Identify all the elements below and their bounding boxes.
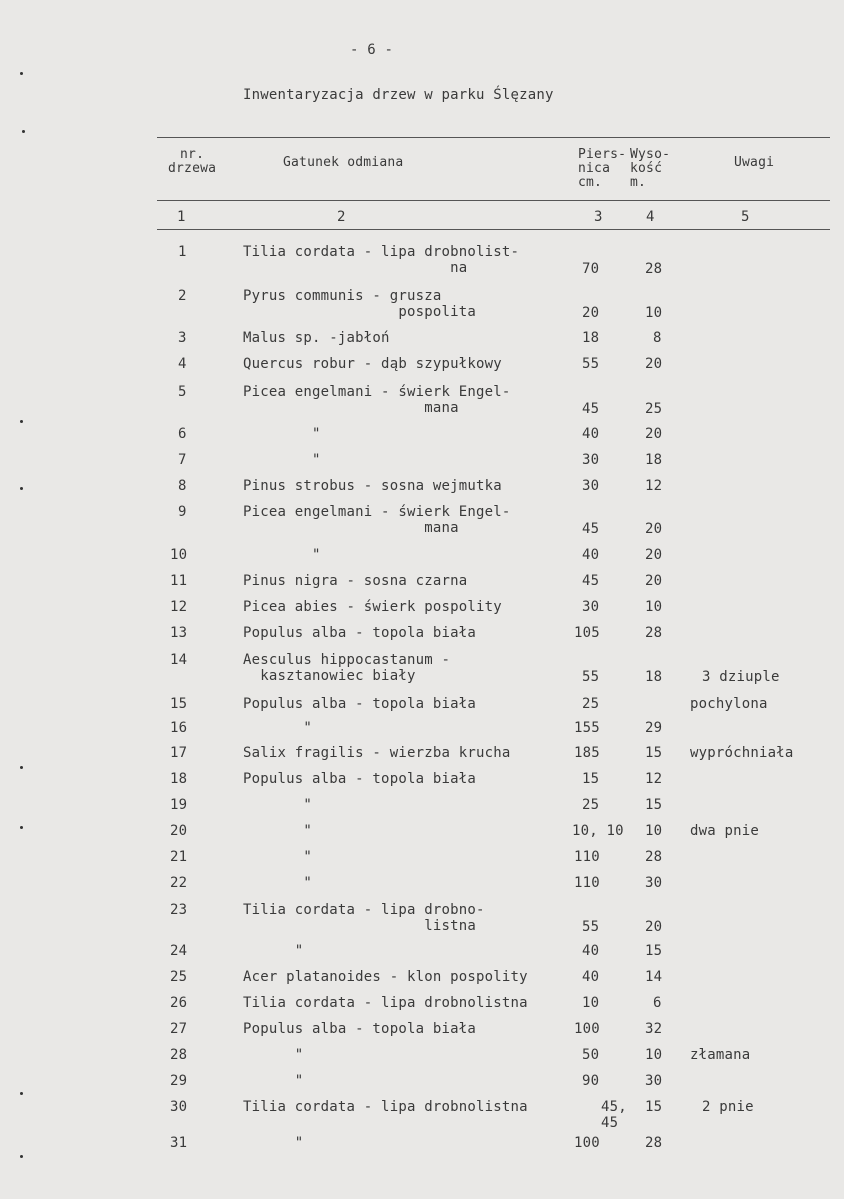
margin-dot [20, 766, 23, 769]
row-number: 30 [170, 1099, 188, 1115]
species-name: Pinus nigra - sosna czarna [243, 573, 468, 589]
species-name: " [243, 823, 313, 839]
page-number: - 6 - [350, 42, 394, 58]
height-value: 20 [645, 547, 663, 563]
height-value: 12 [645, 771, 663, 787]
remarks-text: 2 pnie [702, 1099, 754, 1115]
document-title: Inwentaryzacja drzew w parku Ślęzany [243, 87, 554, 103]
height-value: 20 [645, 573, 663, 589]
row-number: 20 [170, 823, 188, 839]
row-number: 28 [170, 1047, 188, 1063]
remarks-text: wypróchniała [690, 745, 794, 761]
species-name: Tilia cordata - lipa drobno- listna [243, 902, 485, 934]
diameter-value: 45 [582, 573, 600, 589]
species-name: Acer platanoides - klon pospolity [243, 969, 528, 985]
height-value: 15 [645, 745, 663, 761]
height-value: 29 [645, 720, 663, 736]
colnum-bottom-rule [157, 229, 830, 230]
diameter-value: 40 [582, 943, 600, 959]
col-number-3: 3 [594, 209, 603, 225]
height-value: 28 [645, 1135, 663, 1151]
row-number: 21 [170, 849, 188, 865]
diameter-value: 90 [582, 1073, 600, 1089]
row-number: 9 [178, 504, 187, 520]
species-name: " [243, 875, 313, 891]
row-number: 6 [178, 426, 187, 442]
diameter-value: 45 [582, 521, 600, 537]
height-value: 10 [645, 305, 663, 321]
height-value: 32 [645, 1021, 663, 1037]
row-number: 12 [170, 599, 188, 615]
remarks-text: pochylona [690, 696, 768, 712]
height-value: 18 [645, 669, 663, 685]
diameter-value: 155 [574, 720, 600, 736]
row-number: 10 [170, 547, 188, 563]
diameter-value: 110 [574, 849, 600, 865]
diameter-value: 55 [582, 919, 600, 935]
row-number: 22 [170, 875, 188, 891]
diameter-value: 110 [574, 875, 600, 891]
height-value: 15 [645, 1099, 663, 1115]
row-number: 24 [170, 943, 188, 959]
col-number-5: 5 [741, 209, 750, 225]
species-name: " [243, 1047, 304, 1063]
species-name: Populus alba - topola biała [243, 696, 476, 712]
height-value: 10 [645, 1047, 663, 1063]
header-gatunek: Gatunek odmiana [283, 155, 404, 170]
height-value: 30 [645, 875, 663, 891]
height-value: 10 [645, 599, 663, 615]
row-number: 25 [170, 969, 188, 985]
diameter-value: 185 [574, 745, 600, 761]
species-name: " [243, 1135, 304, 1151]
species-name: Pyrus communis - grusza pospolita [243, 288, 476, 320]
header-piersnica: Piers- nica cm. [578, 147, 627, 190]
col-number-4: 4 [646, 209, 655, 225]
row-number: 16 [170, 720, 188, 736]
species-name: Quercus robur - dąb szypułkowy [243, 356, 502, 372]
diameter-value: 25 [582, 696, 600, 712]
height-value: 15 [645, 943, 663, 959]
row-number: 17 [170, 745, 188, 761]
row-number: 3 [178, 330, 187, 346]
species-name: Salix fragilis - wierzba krucha [243, 745, 511, 761]
row-number: 19 [170, 797, 188, 813]
diameter-value: 15 [582, 771, 600, 787]
diameter-value: 18 [582, 330, 600, 346]
row-number: 14 [170, 652, 188, 668]
margin-dot [20, 487, 23, 490]
species-name: Populus alba - topola biała [243, 771, 476, 787]
diameter-value: 45 [582, 401, 600, 417]
diameter-value: 30 [582, 599, 600, 615]
margin-dot [22, 130, 25, 133]
diameter-value: 100 [574, 1021, 600, 1037]
height-value: 15 [645, 797, 663, 813]
row-number: 31 [170, 1135, 188, 1151]
diameter-value: 25 [582, 797, 600, 813]
remarks-text: 3 dziuple [702, 669, 780, 685]
species-name: Aesculus hippocastanum - kasztanowiec biały [243, 652, 451, 684]
species-name: Tilia cordata - lipa drobnolistna [243, 1099, 528, 1115]
height-value: 20 [645, 521, 663, 537]
header-nr: nr. drzewa [168, 147, 217, 176]
height-value: 30 [645, 1073, 663, 1089]
height-value: 20 [645, 356, 663, 372]
species-name: Populus alba - topola biała [243, 1021, 476, 1037]
row-number: 4 [178, 356, 187, 372]
margin-dot [20, 420, 23, 423]
row-number: 2 [178, 288, 187, 304]
diameter-value: 45, 45 [601, 1099, 627, 1131]
species-name: " [243, 452, 321, 468]
row-number: 13 [170, 625, 188, 641]
height-value: 25 [645, 401, 663, 417]
row-number: 1 [178, 244, 187, 260]
species-name: Picea engelmani - świerk Engel- mana [243, 504, 511, 536]
diameter-value: 100 [574, 1135, 600, 1151]
species-name: Picea abies - świerk pospolity [243, 599, 502, 615]
row-number: 18 [170, 771, 188, 787]
remarks-text: złamana [690, 1047, 751, 1063]
diameter-value: 40 [582, 426, 600, 442]
row-number: 15 [170, 696, 188, 712]
species-name: " [243, 547, 321, 563]
row-number: 27 [170, 1021, 188, 1037]
height-value: 20 [645, 426, 663, 442]
header-bottom-rule [157, 200, 830, 201]
species-name: " [243, 849, 313, 865]
margin-dot [20, 72, 23, 75]
diameter-value: 55 [582, 356, 600, 372]
diameter-value: 70 [582, 261, 600, 277]
height-value: 12 [645, 478, 663, 494]
diameter-value: 10, 10 [572, 823, 624, 839]
diameter-value: 10 [582, 995, 600, 1011]
species-name: Picea engelmani - świerk Engel- mana [243, 384, 511, 416]
col-number-2: 2 [337, 209, 346, 225]
species-name: Tilia cordata - lipa drobnolistna [243, 995, 528, 1011]
diameter-value: 55 [582, 669, 600, 685]
height-value: 28 [645, 261, 663, 277]
diameter-value: 40 [582, 969, 600, 985]
species-name: " [243, 943, 304, 959]
species-name: " [243, 426, 321, 442]
row-number: 8 [178, 478, 187, 494]
header-uwagi: Uwagi [734, 155, 775, 170]
margin-dot [20, 1155, 23, 1158]
row-number: 5 [178, 384, 187, 400]
row-number: 23 [170, 902, 188, 918]
species-name: " [243, 797, 313, 813]
diameter-value: 40 [582, 547, 600, 563]
col-number-1: 1 [177, 209, 186, 225]
species-name: Populus alba - topola biała [243, 625, 476, 641]
diameter-value: 50 [582, 1047, 600, 1063]
remarks-text: dwa pnie [690, 823, 760, 839]
header-wysokosc: Wyso- kość m. [630, 147, 671, 190]
diameter-value: 20 [582, 305, 600, 321]
species-name: Pinus strobus - sosna wejmutka [243, 478, 502, 494]
margin-dot [20, 1092, 23, 1095]
height-value: 28 [645, 625, 663, 641]
row-number: 26 [170, 995, 188, 1011]
species-name: Tilia cordata - lipa drobnolist- na [243, 244, 520, 276]
row-number: 7 [178, 452, 187, 468]
species-name: Malus sp. -jabłoń [243, 330, 390, 346]
height-value: 18 [645, 452, 663, 468]
height-value: 10 [645, 823, 663, 839]
species-name: " [243, 1073, 304, 1089]
diameter-value: 30 [582, 478, 600, 494]
height-value: 14 [645, 969, 663, 985]
height-value: 28 [645, 849, 663, 865]
header-top-rule [157, 137, 830, 138]
margin-dot [20, 826, 23, 829]
diameter-value: 30 [582, 452, 600, 468]
height-value: 8 [653, 330, 662, 346]
height-value: 6 [653, 995, 662, 1011]
species-name: " [243, 720, 313, 736]
diameter-value: 105 [574, 625, 600, 641]
height-value: 20 [645, 919, 663, 935]
row-number: 29 [170, 1073, 188, 1089]
row-number: 11 [170, 573, 188, 589]
